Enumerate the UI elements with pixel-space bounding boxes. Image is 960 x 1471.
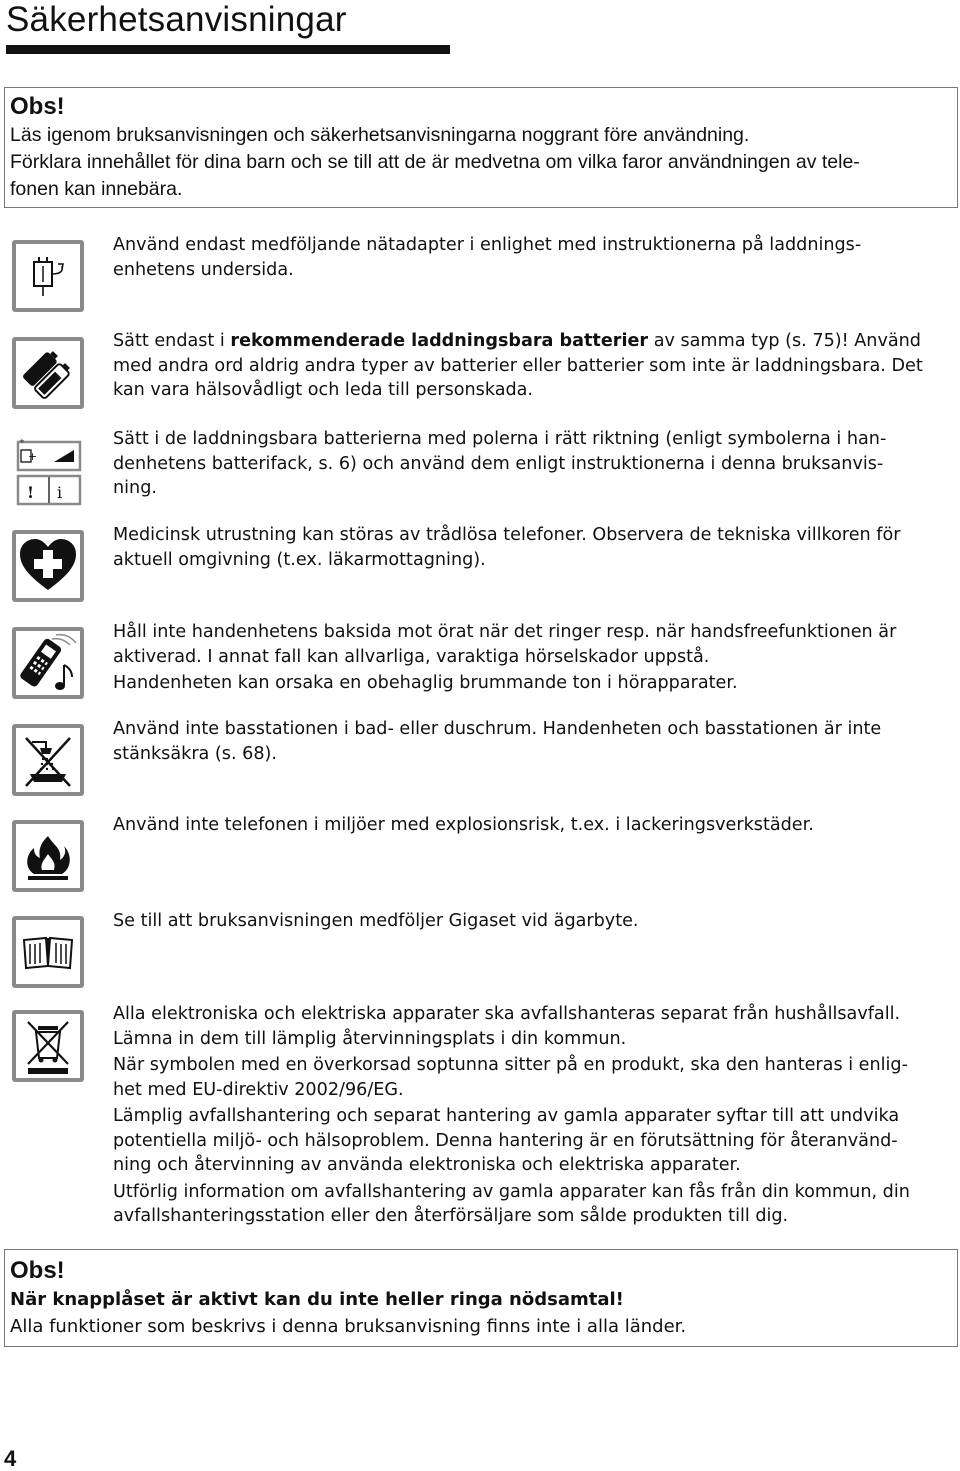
text-line: ning och återvinning av använda elektroniska och elektriska apparater.	[113, 1155, 741, 1175]
text-line	[113, 329, 955, 354]
note-line: fonen kan innebära.	[10, 178, 183, 200]
svg-text:i: i	[57, 483, 63, 502]
text-line: Utförlig information om avfallshantering av gamla apparater kan fås från din kommun, din	[113, 1181, 910, 1202]
text-line: Håll inte handenhetens baksida mot örat när det ringer resp. när handsfreefunktionen är	[113, 622, 897, 642]
bold-phrase: rekommenderade laddningsbara batterier	[230, 331, 649, 351]
note-line: Förklara innehållet för dina barn och se till att de är medvetna om vilka faror användningen av tele-	[10, 151, 860, 173]
svg-text:!: !	[27, 483, 35, 502]
water-text	[113, 717, 955, 766]
text-line: denhetens batterifack, s. 6) och använd dem enligt instruktionerna i denna bruksanvis-	[113, 453, 884, 474]
svg-text:+: +	[28, 450, 38, 463]
note-warning: När knapplåset är aktivt kan du inte heller ringa nödsamtal!	[10, 1289, 624, 1310]
text-line: med andra ord aldrig andra typer av batterier eller batterier som inte är laddningsbara. Det	[113, 355, 923, 376]
note-line: Läs igenom bruksanvisningen och säkerhetsanvisningarna noggrant före användning.	[10, 124, 750, 146]
text-line: Se till att bruksanvisningen medföljer Gigaset vid ägarbyte.	[113, 911, 639, 931]
note-heading: Obs!	[10, 93, 65, 120]
text-line: stänksäkra (s. 68).	[113, 743, 277, 764]
page-title: Säkerhetsanvisningar	[6, 0, 347, 39]
medical-heart-icon	[12, 530, 84, 602]
batteries-icon	[12, 337, 84, 409]
text-line: Handenheten kan orsaka en obehaglig brummande ton i hörapparater.	[113, 673, 738, 693]
text-segment: av samma typ (s. 75)! Använd	[648, 331, 921, 351]
text-line: kan vara hälsovådligt och leda till personskada.	[113, 380, 534, 400]
hearing-text	[113, 620, 955, 696]
text-line: När symbolen med en överkorsad soptunna sitter på en produkt, ska den hanteras i enlig-	[113, 1055, 908, 1075]
text-line: Använd inte basstationen i bad- eller duschrum. Handenheten och basstationen är inte	[113, 719, 882, 739]
page-number: 4	[4, 1446, 17, 1471]
batteries-text	[113, 329, 955, 403]
text-line: aktuell omgivning (t.ex. läkarmottagning).	[113, 549, 486, 570]
crossed-bin-icon	[12, 1010, 84, 1082]
disposal-text	[113, 1002, 955, 1229]
power-adapter-icon	[12, 240, 84, 312]
manual-text	[113, 909, 955, 934]
note-line: Alla funktioner som beskrivs i denna bruksanvisning finns inte i alla länder.	[10, 1316, 687, 1337]
title-rule	[6, 45, 450, 54]
text-line: Använd endast medföljande nätadapter i enlighet med instruktionerna på laddnings-	[113, 235, 862, 255]
bottom-note-box	[4, 1249, 958, 1347]
medical-text	[113, 523, 955, 572]
text-line: het med EU-direktiv 2002/96/EG.	[113, 1079, 404, 1100]
polarity-text	[113, 427, 955, 501]
book-icon	[12, 916, 84, 988]
text-line: Medicinsk utrustning kan störas av trådlösa telefoner. Observera de tekniska villkoren för	[113, 525, 901, 545]
handset-ring-icon	[12, 627, 84, 699]
battery-polarity-icon	[14, 436, 84, 508]
text-line: Använd inte telefonen i miljöer med explosionsrisk, t.ex. i lackeringsverkstäder.	[113, 815, 814, 835]
note-heading: Obs!	[10, 1257, 65, 1284]
text-line: Alla elektroniska och elektriska apparater ska avfallshanteras separat från hushållsavfall.	[113, 1004, 901, 1024]
text-segment: Sätt endast i	[113, 331, 231, 351]
text-line: enhetens undersida.	[113, 259, 294, 280]
no-shower-icon	[12, 724, 84, 796]
text-line: avfallshanteringsstation eller den återförsäljare som sålde produkten till dig.	[113, 1206, 789, 1226]
explosion-text	[113, 813, 955, 838]
text-line: Lämplig avfallshantering och separat hantering av gamla apparater syftar till att undvika	[113, 1106, 900, 1126]
text-line: Lämna in dem till lämplig återvinningsplats i din kommun.	[113, 1028, 627, 1049]
fire-icon	[12, 820, 84, 892]
text-line: aktiverad. I annat fall kan allvarliga, varaktiga hörselskador uppstå.	[113, 646, 710, 667]
adapter-text	[113, 233, 955, 282]
text-line: potentiella miljö- och hälsoproblem. Denna hantering är en förutsättning för återanvänd-	[113, 1130, 898, 1151]
text-line: ning.	[113, 478, 157, 498]
top-note-box	[4, 87, 958, 208]
text-line: Sätt i de laddningsbara batterierna med polerna i rätt riktning (enligt symbolerna i han-	[113, 429, 887, 449]
svg-text:+: +	[19, 437, 25, 445]
